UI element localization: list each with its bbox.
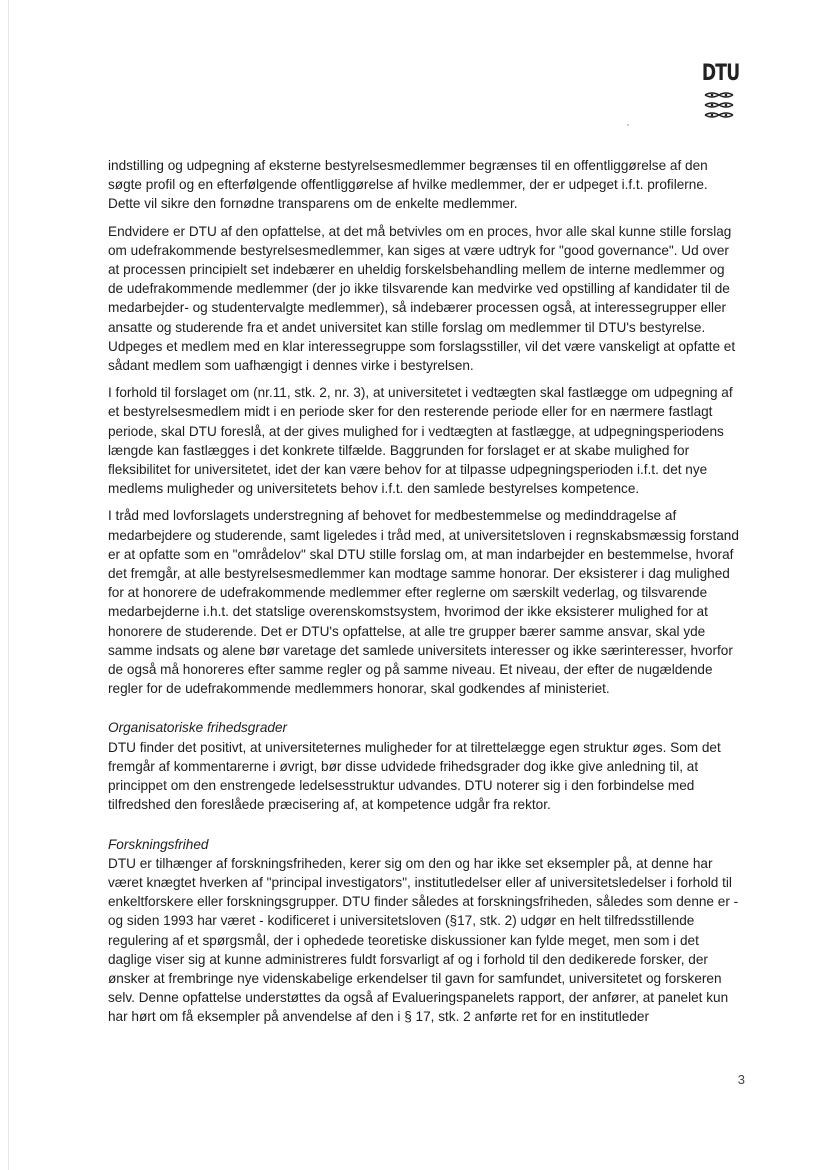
scan-edge [8, 0, 9, 1170]
scan-speck [627, 124, 629, 126]
paragraph-3: I forhold til forslaget om (nr.11, stk. 2, nr. 3), at universitetet i vedtægten skal fastlægge om udpegning af et bestyrelsesmedlem midt i en periode sker for den resterende periode eller for en nærmere fastlagt periode, skal DTU foreslå, at der gives mulighed for i vedtægten at fastlægge, at udpegningsperiodens længde kan fastlægges i det konkrete tilfælde. Baggrunden for forslaget er at skabe mulighed for fleksibilitet for universitetet, idet der kan være behov for at tilpasse udpegningsperioden i.f.t. det nye medlems muligheder og universitetets behov i.f.t. den samlede bestyrelses kompetence. [108, 385, 733, 497]
heading-forskningsfrihed: Forskningsfrihed [108, 836, 209, 852]
heading-organisatoriske-frihedsgrader: Organisatoriske frihedsgrader [108, 720, 288, 736]
paragraph-6: DTU er tilhænger af forskningsfriheden, kerer sig om den og har ikke set eksempler på, at denne har været knægtet hverken af "principal investigators", institutledelser eller af universitetsledelser i forhold til enkeltforskere eller forskningsgrupper. DTU finder således at forskningsfriheden, således som denne er - og siden 1993 har været - kodificeret i universitetsloven (§17, stk. 2) udgør en helt tilfredsstillende regulering af et spørgsmål, der i ophedede teoretiske diskussioner kan fylde meget, men som i det daglige viser sig at kunne administreres fuldt forsvarligt af og i forhold til den dedikerede forsker, der ønsker at frembringe nye videnskabelige erkendelser til gavn for samfundet, universitetet og forskeren selv. Denne opfattelse understøttes da også af Evalueringspanelets rapport, der anfører, at panelet kun har hørt om få eksempler på anvendelse af den i § 17, stk. 2 anførte ret for en institutleder [108, 855, 739, 1025]
paragraph-1: indstilling og udpegning af eksterne bestyrelsesmedlemmer begrænses til en offentliggørelse af den søgte profil og en efterfølgende offentliggørelse af hvilke medlemmer, der er udpeget i.f.t. profilerne. Dette vil sikre den fornødne transparens om de enkelte medlemmer. [108, 158, 708, 212]
logo-wordmark: DTU [701, 61, 740, 86]
page-number: 3 [737, 1072, 745, 1087]
paragraph-4: I tråd med lovforslagets understregning af behovet for medbestemmelse og medinddragelse af medarbejdere og studerende, samt ligeledes i tråd med, at universitetsloven i regnskabsmæssig forstand er at opfatte som en "områdelov" skal DTU stille forslag om, at man indarbejder en bestemmelse, hvoraf det fremgår, at alle bestyrelsesmedlemmer kan modtage samme honorar. Der eksisterer i dag mulighed for at honorere de udefrakommende medlemmer efter reglerne om særskilt vederlag, og tilsvarende medarbejderne i.h.t. det statslige overenskomstsystem, hvorimod der ikke eksisterer mulighed for at honorere de studerende. Det er DTU's opfattelse, at alle tre grupper bærer samme ansvar, skal yde samme indsats og alene bør varetage det samlede universitets interesser og ikke særinteresser, hvorfor de også må honoreres efter samme regler og på samme niveau. Et niveau, der efter de nugældende regler for de udefrakommende medlemmers honorar, skal godkendes af ministeriet. [108, 508, 739, 697]
dtu-logo [697, 60, 741, 132]
paragraph-2: Endvidere er DTU af den opfattelse, at det må betvivles om en proces, hvor alle skal kunne stille forslag om udefrakommende bestyrelsesmedlemmer, kan siges at være udtryk for "good governance". Ud over at processen principielt set indebærer en uheldig forskelsbehandling mellem de interne medlemmer og de udefrakommende medlemmer (der jo ikke tilsvarende kan medvirke ved opstilling af kandidater til de medarbejder- og studentervalgte medlemmer), så indebærer processen også, at interessegrupper eller ansatte og studerende fra et andet universitet kan stille forslag om medlemmer til DTU's bestyrelse. Udpeges et medlem med en klar interessegruppe som forslagsstiller, vil det være vanskeligt at opfatte et sådant medlem som uafhængigt i dennes virke i bestyrelsen. [108, 223, 736, 374]
body-text [108, 156, 740, 1035]
logo-emblem-icon [704, 90, 734, 120]
paragraph-5: DTU finder det positivt, at universiteternes muligheder for at tilrettelægge egen struktur øges. Som det fremgår af kommentarerne i øvrigt, bør disse udvidede frihedsgrader dog ikke give anledning til, at princippet om den enstrengede ledelsesstruktur udvandes. DTU noterer sig i den forbindelse med tilfredshed den foreslåede præcisering af, at kompetence udgår fra rektor. [108, 739, 721, 813]
